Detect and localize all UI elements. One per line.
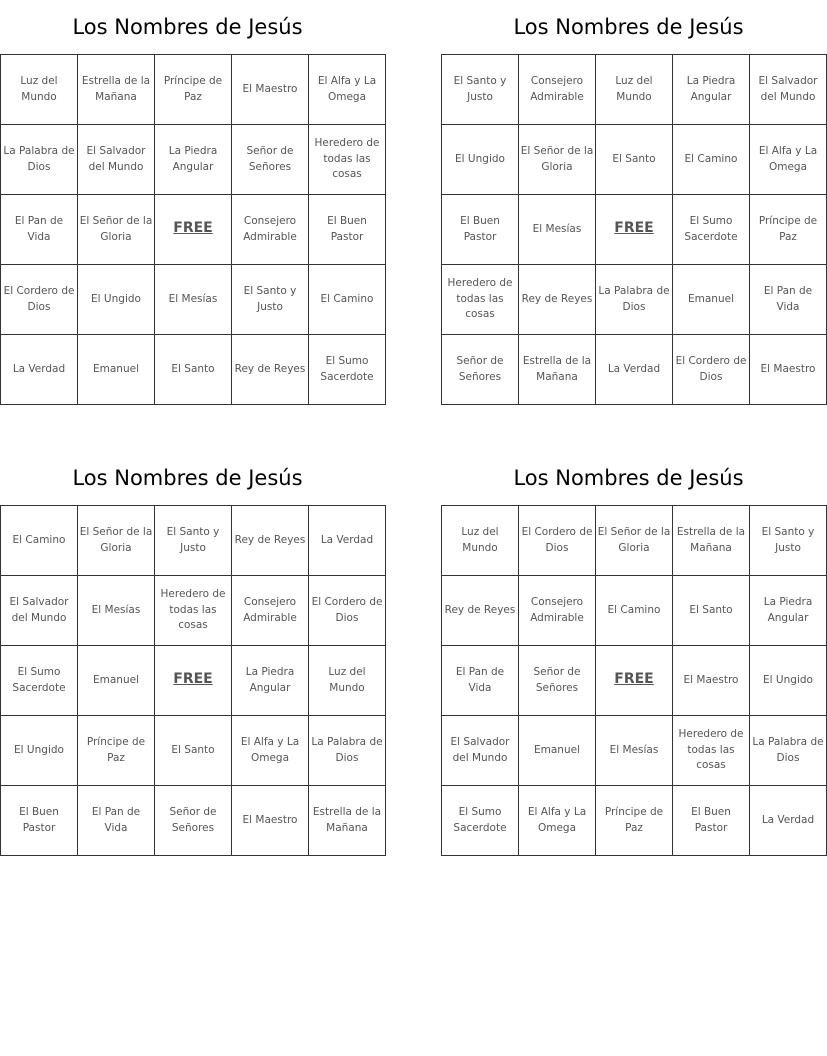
grid-cell: El Cordero de Dios bbox=[673, 335, 750, 405]
grid-cell: Luz del Mundo bbox=[442, 506, 519, 576]
grid-cell: El Pan de Vida bbox=[78, 786, 155, 856]
grid-row bbox=[1, 646, 386, 716]
grid-row bbox=[442, 335, 827, 405]
grid-cell: El Salvador del Mundo bbox=[78, 125, 155, 195]
grid-row bbox=[442, 195, 827, 265]
grid-row bbox=[1, 55, 386, 125]
grid-cell: El Santo bbox=[596, 125, 673, 195]
grid-cell: El Salvador del Mundo bbox=[750, 55, 827, 125]
grid-row bbox=[442, 716, 827, 786]
grid-cell: La Verdad bbox=[1, 335, 78, 405]
grid-cell: El Pan de Vida bbox=[750, 265, 827, 335]
grid-row bbox=[442, 646, 827, 716]
grid-row bbox=[442, 576, 827, 646]
grid-cell: Rey de Reyes bbox=[232, 506, 309, 576]
free-space-label: FREE bbox=[173, 671, 213, 688]
bingo-card-1 bbox=[0, 0, 380, 405]
grid-cell: Señor de Señores bbox=[442, 335, 519, 405]
grid-row bbox=[1, 265, 386, 335]
grid-row bbox=[1, 506, 386, 576]
grid-cell: El Señor de la Gloria bbox=[78, 506, 155, 576]
bingo-card-3 bbox=[0, 451, 383, 856]
grid-cell: El Pan de Vida bbox=[1, 195, 78, 265]
grid-cell: El Alfa y La Omega bbox=[750, 125, 827, 195]
grid-cell: Heredero de todas las cosas bbox=[673, 716, 750, 786]
grid-cell: El Cordero de Dios bbox=[309, 576, 386, 646]
grid-cell: Consejero Admirable bbox=[232, 576, 309, 646]
grid-cell: La Verdad bbox=[309, 506, 386, 576]
grid-cell: Señor de Señores bbox=[232, 125, 309, 195]
grid-row bbox=[1, 125, 386, 195]
grid-cell: El Salvador del Mundo bbox=[442, 716, 519, 786]
grid-cell: El Cordero de Dios bbox=[519, 506, 596, 576]
grid-cell: Príncipe de Paz bbox=[750, 195, 827, 265]
grid-cell: El Ungido bbox=[1, 716, 78, 786]
grid-row bbox=[442, 55, 827, 125]
grid-cell: El Camino bbox=[673, 125, 750, 195]
grid-cell: Estrella de la Mañana bbox=[673, 506, 750, 576]
bingo-grid bbox=[0, 54, 386, 405]
grid-cell: El Camino bbox=[309, 265, 386, 335]
grid-cell: El Maestro bbox=[750, 335, 827, 405]
grid-cell: El Señor de la Gloria bbox=[519, 125, 596, 195]
grid-cell: Emanuel bbox=[78, 646, 155, 716]
grid-cell: Estrella de la Mañana bbox=[78, 55, 155, 125]
grid-cell: El Camino bbox=[1, 506, 78, 576]
grid-cell: El Maestro bbox=[232, 786, 309, 856]
grid-cell: El Buen Pastor bbox=[442, 195, 519, 265]
grid-row bbox=[442, 265, 827, 335]
grid-cell bbox=[155, 646, 232, 716]
grid-cell: Emanuel bbox=[673, 265, 750, 335]
grid-row bbox=[1, 716, 386, 786]
grid-cell: El Mesías bbox=[78, 576, 155, 646]
grid-cell: Príncipe de Paz bbox=[155, 55, 232, 125]
grid-cell: Rey de Reyes bbox=[442, 576, 519, 646]
grid-cell: La Piedra Angular bbox=[155, 125, 232, 195]
grid-cell: Señor de Señores bbox=[155, 786, 232, 856]
grid-cell: El Maestro bbox=[232, 55, 309, 125]
grid-cell: El Sumo Sacerdote bbox=[309, 335, 386, 405]
grid-cell: El Salvador del Mundo bbox=[1, 576, 78, 646]
grid-cell: El Santo y Justo bbox=[155, 506, 232, 576]
grid-cell: Príncipe de Paz bbox=[78, 716, 155, 786]
grid-row bbox=[442, 786, 827, 856]
grid-cell: El Santo bbox=[155, 716, 232, 786]
grid-cell: El Cordero de Dios bbox=[1, 265, 78, 335]
grid-cell: La Palabra de Dios bbox=[1, 125, 78, 195]
grid-cell: Luz del Mundo bbox=[1, 55, 78, 125]
grid-cell bbox=[596, 195, 673, 265]
grid-row bbox=[1, 576, 386, 646]
free-space-label: FREE bbox=[614, 220, 654, 237]
free-space-label: FREE bbox=[614, 671, 654, 688]
grid-cell bbox=[596, 646, 673, 716]
grid-cell: Príncipe de Paz bbox=[596, 786, 673, 856]
grid-cell: Consejero Admirable bbox=[232, 195, 309, 265]
bingo-grid bbox=[441, 505, 827, 856]
grid-cell: La Verdad bbox=[596, 335, 673, 405]
grid-cell: La Palabra de Dios bbox=[309, 716, 386, 786]
grid-cell: Heredero de todas las cosas bbox=[442, 265, 519, 335]
grid-cell: El Sumo Sacerdote bbox=[442, 786, 519, 856]
grid-cell: El Buen Pastor bbox=[673, 786, 750, 856]
grid-cell: El Mesías bbox=[155, 265, 232, 335]
grid-cell: El Sumo Sacerdote bbox=[673, 195, 750, 265]
grid-cell: El Santo y Justo bbox=[232, 265, 309, 335]
grid-cell: El Alfa y La Omega bbox=[232, 716, 309, 786]
grid-cell: El Pan de Vida bbox=[442, 646, 519, 716]
grid-row bbox=[442, 125, 827, 195]
grid-row bbox=[442, 506, 827, 576]
grid-cell: El Santo bbox=[155, 335, 232, 405]
grid-cell: La Palabra de Dios bbox=[750, 716, 827, 786]
grid-cell: Luz del Mundo bbox=[309, 646, 386, 716]
grid-cell: La Palabra de Dios bbox=[596, 265, 673, 335]
grid-row bbox=[1, 195, 386, 265]
grid-cell: La Piedra Angular bbox=[673, 55, 750, 125]
grid-cell: El Señor de la Gloria bbox=[78, 195, 155, 265]
grid-cell: El Ungido bbox=[750, 646, 827, 716]
bingo-card-2 bbox=[441, 0, 816, 405]
grid-cell: La Piedra Angular bbox=[750, 576, 827, 646]
grid-cell: El Camino bbox=[596, 576, 673, 646]
grid-cell: El Alfa y La Omega bbox=[309, 55, 386, 125]
grid-cell: El Mesías bbox=[519, 195, 596, 265]
grid-cell: Luz del Mundo bbox=[596, 55, 673, 125]
grid-cell: El Ungido bbox=[442, 125, 519, 195]
grid-cell: La Verdad bbox=[750, 786, 827, 856]
grid-cell: Rey de Reyes bbox=[232, 335, 309, 405]
grid-cell: El Sumo Sacerdote bbox=[1, 646, 78, 716]
card-title: Los Nombres de Jesús bbox=[513, 466, 744, 490]
grid-cell: El Santo y Justo bbox=[442, 55, 519, 125]
grid-cell: El Mesías bbox=[596, 716, 673, 786]
card-title: Los Nombres de Jesús bbox=[72, 15, 303, 39]
grid-cell bbox=[155, 195, 232, 265]
card-title: Los Nombres de Jesús bbox=[72, 466, 303, 490]
grid-cell: El Alfa y La Omega bbox=[519, 786, 596, 856]
grid-cell: Estrella de la Mañana bbox=[519, 335, 596, 405]
bingo-grid bbox=[441, 54, 827, 405]
grid-cell: El Santo y Justo bbox=[750, 506, 827, 576]
card-title: Los Nombres de Jesús bbox=[513, 15, 744, 39]
grid-cell: Heredero de todas las cosas bbox=[309, 125, 386, 195]
bingo-grid bbox=[0, 505, 386, 856]
grid-cell: El Maestro bbox=[673, 646, 750, 716]
grid-cell: Consejero Admirable bbox=[519, 55, 596, 125]
grid-cell: Rey de Reyes bbox=[519, 265, 596, 335]
grid-cell: El Buen Pastor bbox=[309, 195, 386, 265]
grid-cell: El Buen Pastor bbox=[1, 786, 78, 856]
bingo-card-4 bbox=[441, 451, 824, 856]
grid-cell: Emanuel bbox=[78, 335, 155, 405]
grid-cell: Heredero de todas las cosas bbox=[155, 576, 232, 646]
grid-cell: El Señor de la Gloria bbox=[596, 506, 673, 576]
grid-cell: El Santo bbox=[673, 576, 750, 646]
grid-cell: El Ungido bbox=[78, 265, 155, 335]
grid-cell: Emanuel bbox=[519, 716, 596, 786]
grid-cell: Consejero Admirable bbox=[519, 576, 596, 646]
grid-row bbox=[1, 335, 386, 405]
grid-cell: Estrella de la Mañana bbox=[309, 786, 386, 856]
grid-cell: La Piedra Angular bbox=[232, 646, 309, 716]
free-space-label: FREE bbox=[173, 220, 213, 237]
grid-cell: Señor de Señores bbox=[519, 646, 596, 716]
grid-row bbox=[1, 786, 386, 856]
